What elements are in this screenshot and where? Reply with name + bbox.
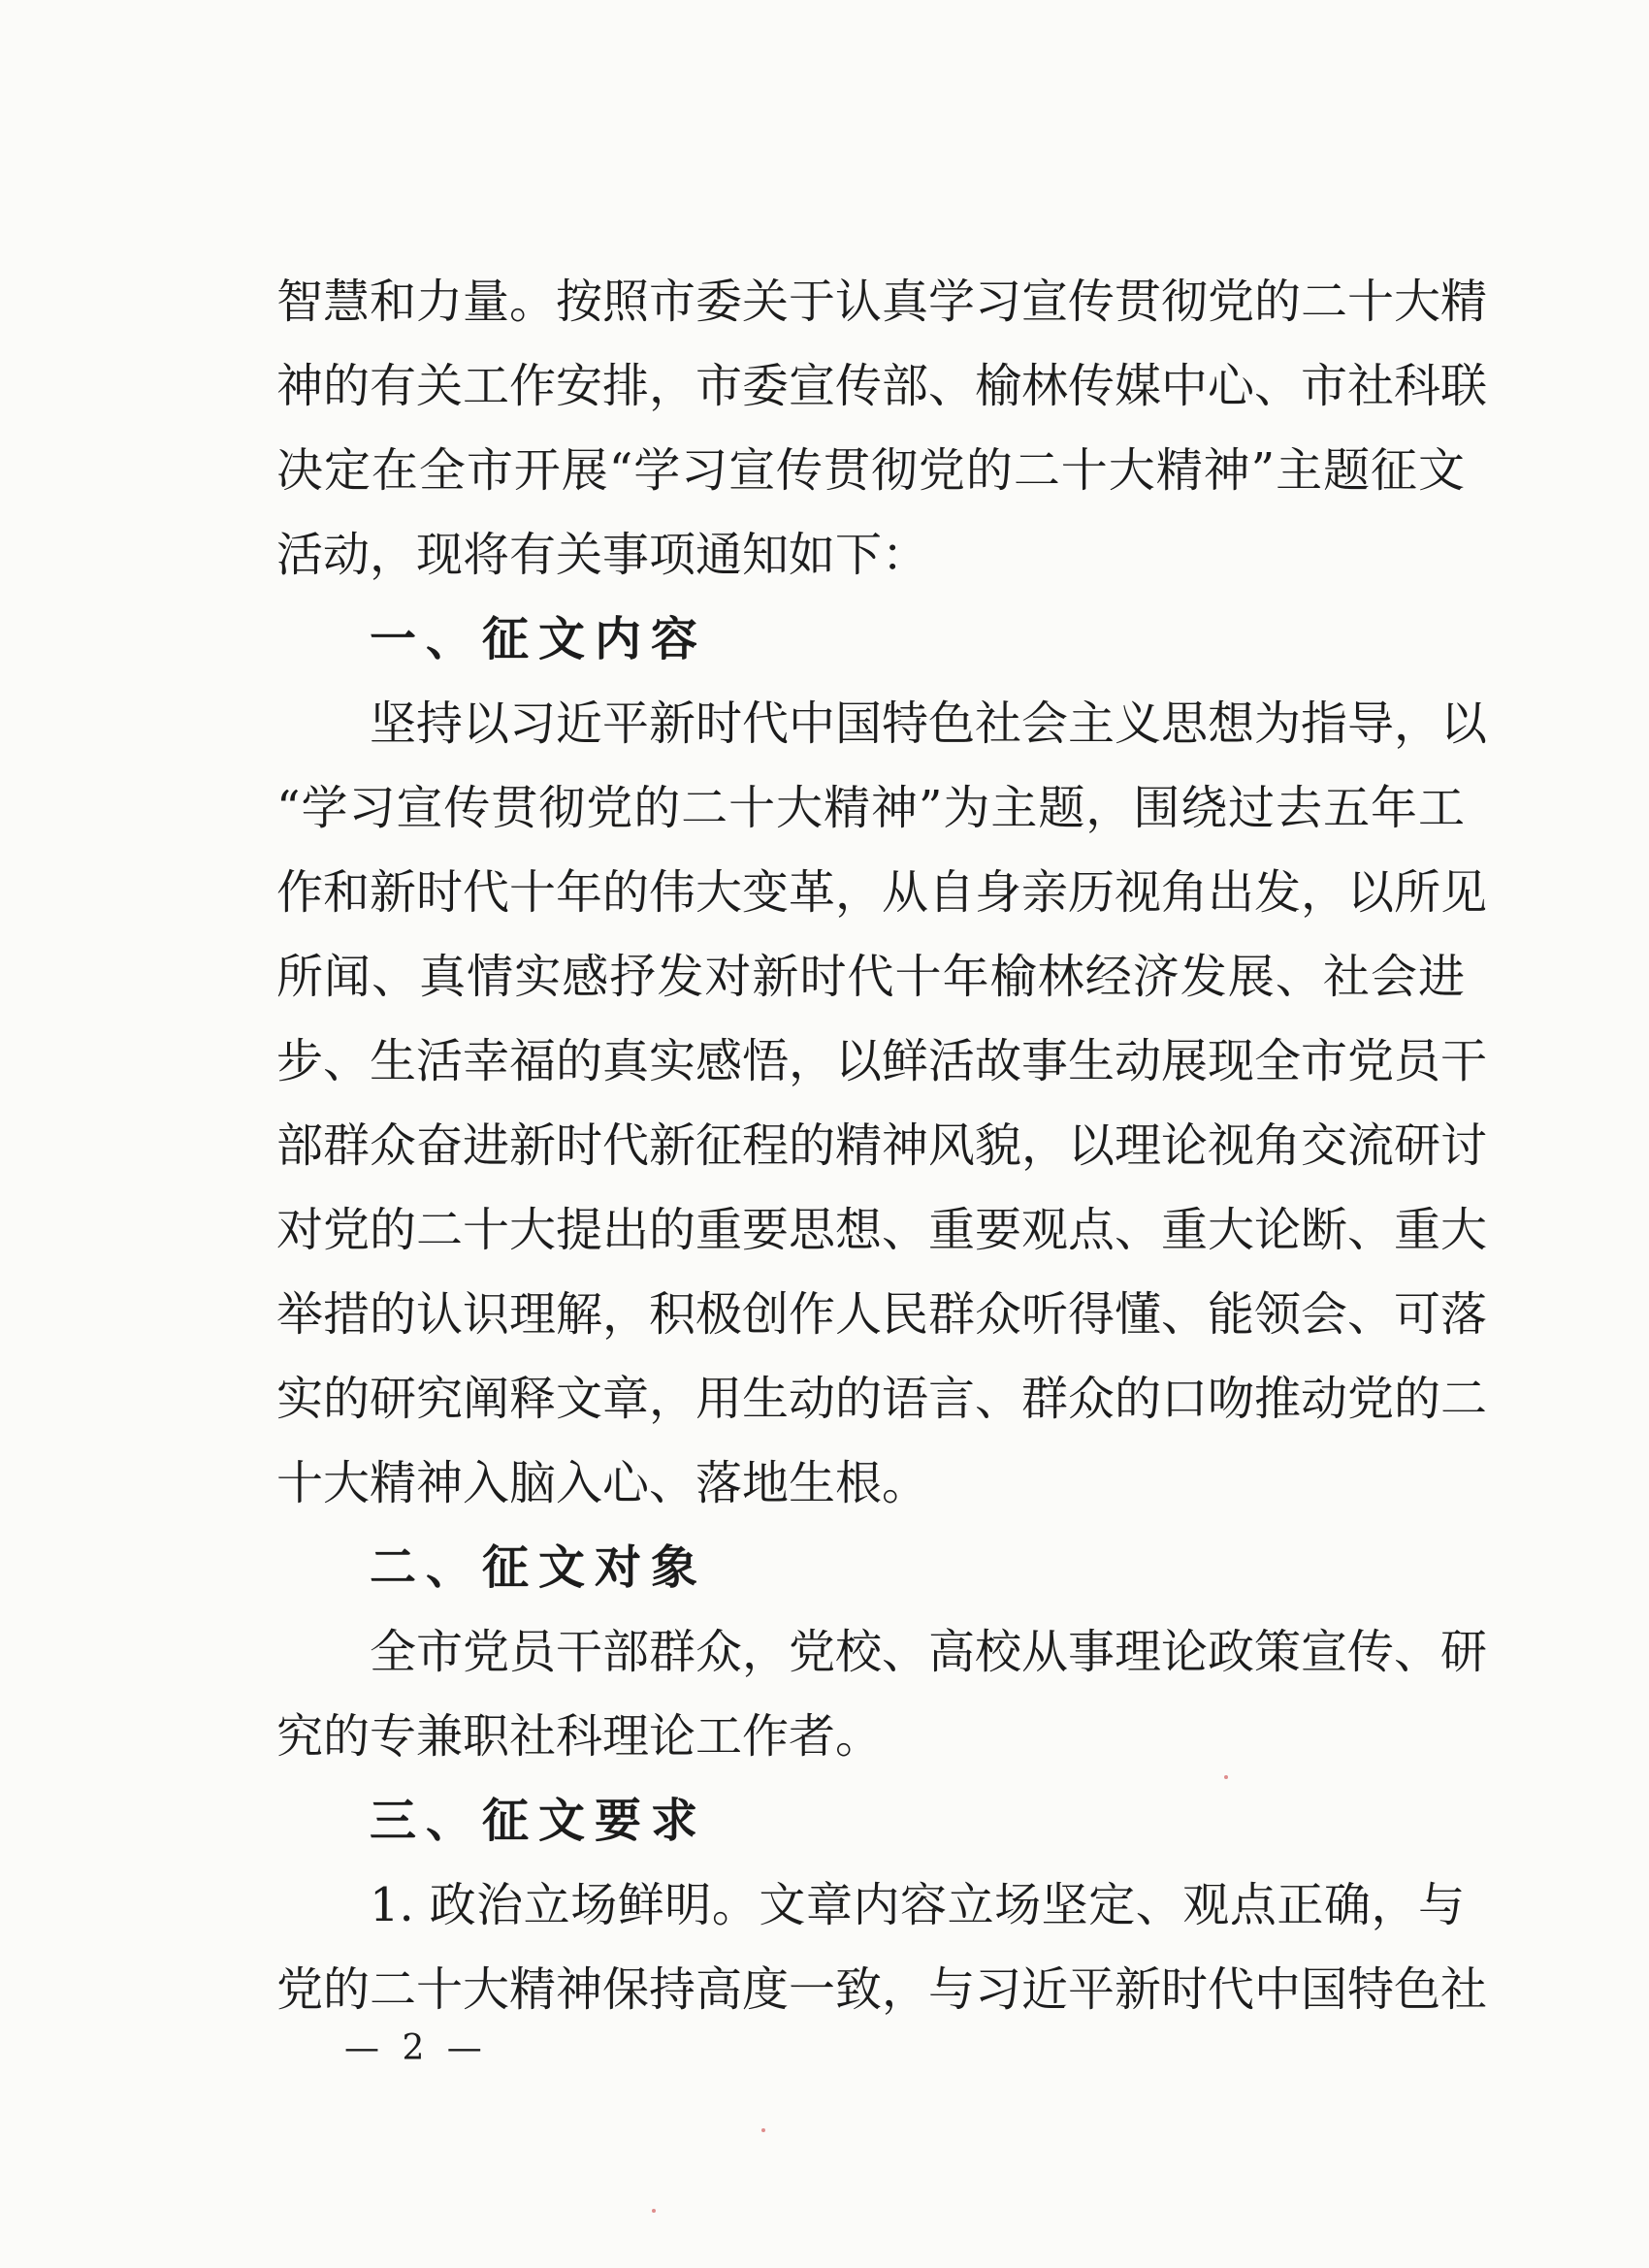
document-body [276, 260, 1488, 2032]
section-1-heading: 一、征文内容 [370, 612, 708, 666]
section-3-line-2: 党的二十大精神保持高度一致，与习近平新时代中国特色社 [276, 1962, 1488, 2017]
intro-line-3: 决定在全市开展“学习宣传贯彻党的二十大精神”主题征文 [276, 443, 1465, 498]
section-2-line-1: 全市党员干部群众，党校、高校从事理论政策宣传、研 [370, 1625, 1488, 1679]
section-1-line-5: 步、生活幸福的真实感悟，以鲜活故事生动展现全市党员干 [276, 1034, 1488, 1088]
section-1-line-1: 坚持以习近平新时代中国特色社会主义思想为指导，以 [370, 697, 1488, 751]
section-3-line-1: 1. 政治立场鲜明。文章内容立场坚定、观点正确，与 [370, 1878, 1465, 1932]
section-1-line-7: 对党的二十大提出的重要思想、重要观点、重大论断、重大 [276, 1203, 1488, 1257]
section-1-line-8: 举措的认识理解，积极创作人民群众听得懂、能领会、可落 [276, 1287, 1488, 1342]
section-2-line-2: 究的专兼职社科理论工作者。 [276, 1709, 883, 1764]
section-1-line-2: “学习宣传贯彻党的二十大精神”为主题，围绕过去五年工 [276, 781, 1465, 835]
section-1-line-4: 所闻、真情实感抒发对新时代十年榆林经济发展、社会进 [276, 950, 1465, 1004]
section-1-line-9: 实的研究阐释文章，用生动的语言、群众的口吻推动党的二 [276, 1372, 1488, 1426]
scan-speck [652, 2209, 656, 2213]
section-1-line-3: 作和新时代十年的伟大变革，从自身亲历视角出发，以所见 [276, 865, 1488, 920]
scan-speck [761, 2128, 765, 2132]
intro-line-4: 活动，现将有关事项通知如下： [276, 528, 929, 582]
intro-line-2: 神的有关工作安排，市委宣传部、榆林传媒中心、市社科联 [276, 359, 1488, 413]
page-number: — 2 — [344, 2028, 488, 2068]
intro-line-1: 智慧和力量。按照市委关于认真学习宣传贯彻党的二十大精 [276, 275, 1488, 329]
section-1-line-6: 部群众奋进新时代新征程的精神风貌，以理论视角交流研讨 [276, 1118, 1488, 1173]
section-1-line-10: 十大精神入脑入心、落地生根。 [276, 1456, 929, 1510]
scan-speck [1224, 1775, 1228, 1779]
section-3-heading: 三、征文要求 [370, 1794, 708, 1848]
section-2-heading: 二、征文对象 [370, 1540, 708, 1595]
